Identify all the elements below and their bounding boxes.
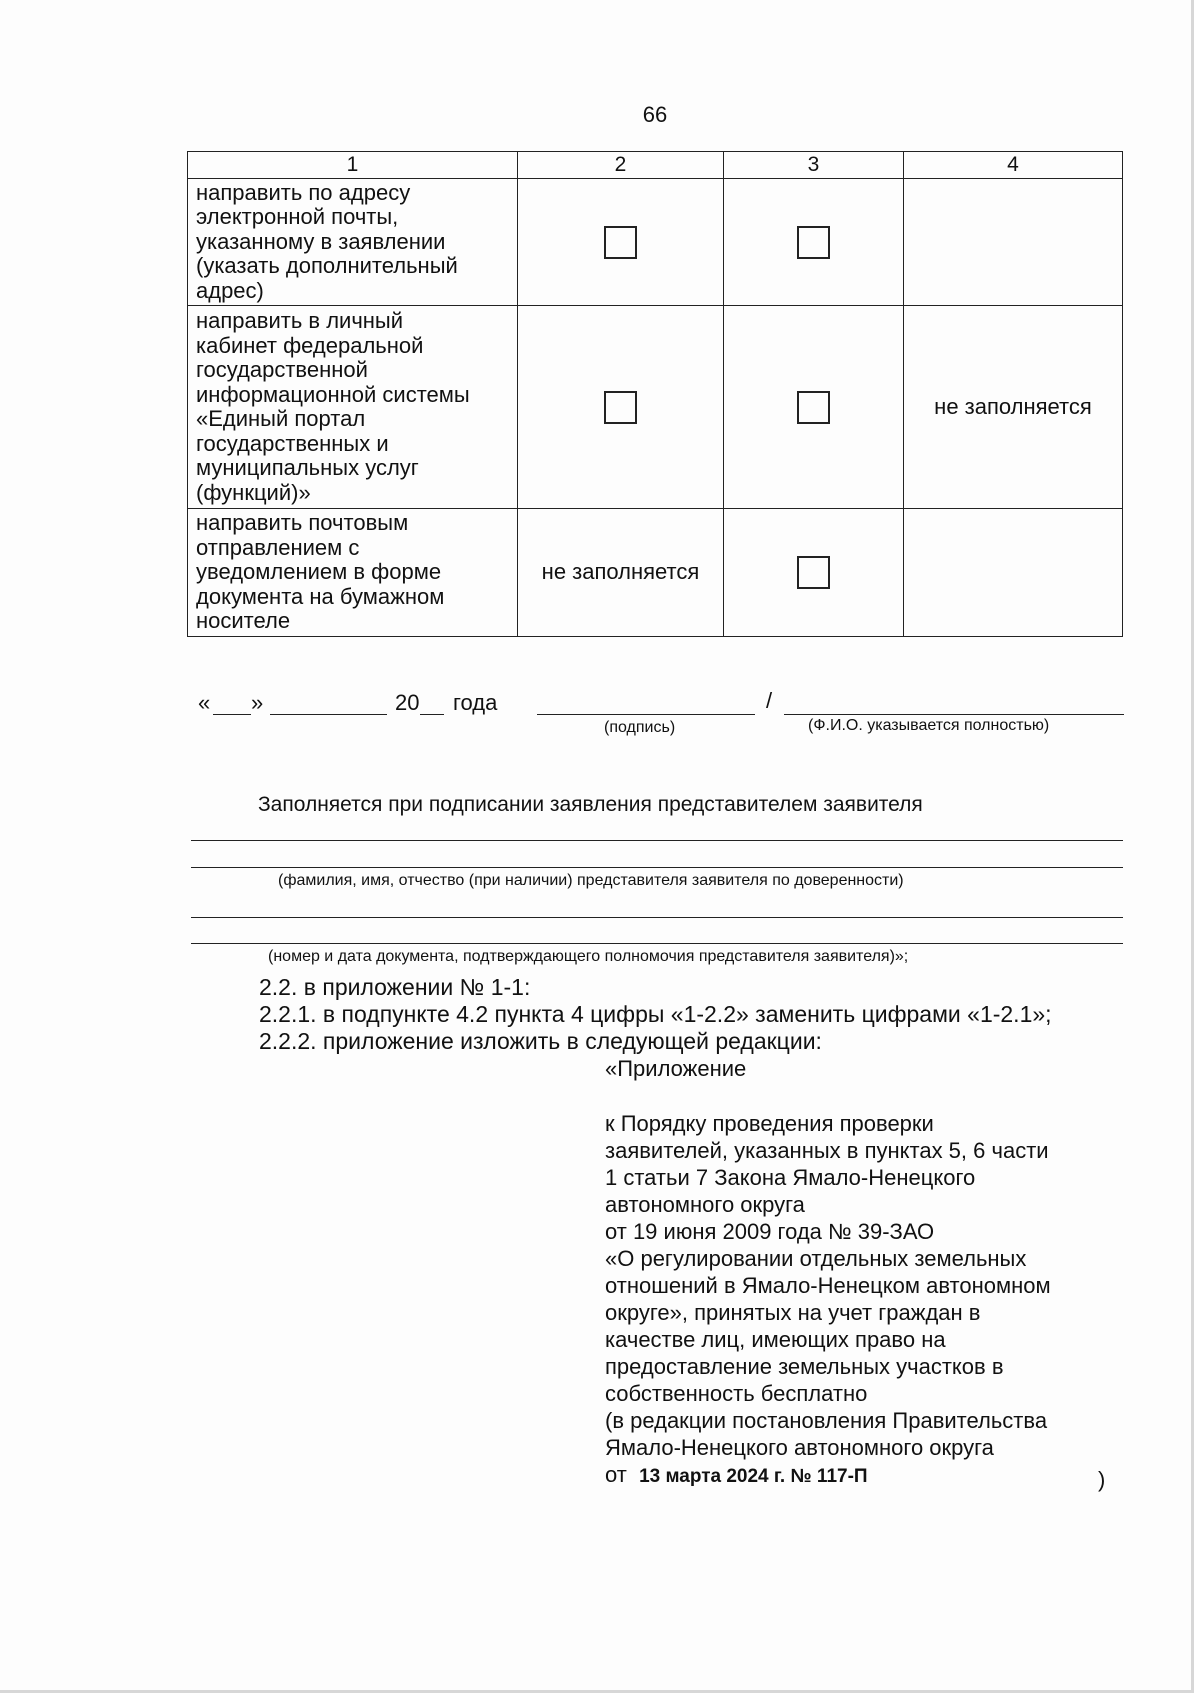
year-prefix: 20 (395, 690, 420, 715)
checkbox-email-col3[interactable] (797, 226, 830, 259)
month-blank[interactable] (270, 714, 387, 715)
cell-post-col3 (724, 509, 904, 637)
header-col-1: 1 (188, 152, 518, 179)
date-quote-open: « (198, 690, 211, 715)
cell-post-col4 (904, 509, 1123, 637)
row-label-email: направить по адресу электронной почты, указанному в заявлении (указать дополнительный адрес) (188, 179, 518, 306)
cell-portal-col3 (724, 306, 904, 509)
checkbox-portal-col2[interactable] (604, 391, 637, 424)
table-row (188, 306, 1123, 509)
decree-line (605, 1461, 1051, 1490)
appendix-text: к Порядку проведения проверки заявителей, указанных в пунктах 5, 6 части 1 статьи 7 Закона Ямало-Ненецкого автономного округа от 19 июня 2009 года № 39-ЗАО «О регулировании отдельных земельных отношений в Ямало-Ненецком автономном округе», принятых на учет граждан в качестве лиц, имеющих право на предоставление земельных участков в собственность бесплатно (в редакции постановления Правительства Ямало-Ненецкого автономного округа от 13 марта 2024 г. № 117-П (605, 1110, 1051, 1490)
header-col-3: 3 (724, 152, 904, 179)
cell-portal-col4: не заполняется (904, 306, 1123, 509)
representative-line-1[interactable] (191, 840, 1123, 841)
row-label-post: направить почтовым отправлением с уведомлением в форме документа на бумажном носителе (188, 509, 518, 637)
representative-line-2[interactable] (191, 867, 1123, 868)
representative-doc-caption: (номер и дата документа, подтверждающего полномочия представителя заявителя)»; (268, 948, 909, 965)
row-label-portal: направить в личный кабинет федеральной государственной информационной системы «Единый портал государственных и муниципальных услуг (функций)» (188, 306, 518, 509)
decree-number: 13 марта 2024 г. № 117-П (639, 1466, 868, 1487)
decree-from: от (605, 1462, 627, 1487)
signature-blank[interactable] (537, 714, 755, 715)
year-blank[interactable] (420, 714, 444, 715)
header-col-4: 4 (904, 152, 1123, 179)
date-quote-close: » (251, 690, 264, 715)
table-header-row (188, 152, 1123, 179)
checkbox-post-col3[interactable] (797, 556, 830, 589)
body-line-2-2-2: 2.2.2. приложение изложить в следующей редакции: (259, 1028, 822, 1054)
cell-email-col2 (518, 179, 724, 306)
representative-line-4[interactable] (191, 943, 1123, 944)
fio-caption: (Ф.И.О. указывается полностью) (808, 717, 1050, 734)
page-number: 66 (642, 102, 668, 127)
representative-name-caption: (фамилия, имя, отчество (при наличии) представителя заявителя по доверенности) (278, 872, 904, 889)
header-col-2: 2 (518, 152, 724, 179)
delivery-method-table (187, 151, 1123, 637)
fio-blank[interactable] (784, 714, 1124, 715)
cell-email-col3 (724, 179, 904, 306)
checkbox-portal-col3[interactable] (797, 391, 830, 424)
closing-parenthesis: ) (1098, 1467, 1106, 1492)
signature-caption: (подпись) (604, 719, 676, 736)
checkbox-email-col2[interactable] (604, 226, 637, 259)
cell-post-col2: не заполняется (518, 509, 724, 637)
representative-line-3[interactable] (191, 917, 1123, 918)
representative-title: Заполняется при подписании заявления представителем заявителя (258, 793, 923, 816)
body-line-2-2-1: 2.2.1. в подпункте 4.2 пункта 4 цифры «1-2.2» заменить цифрами «1-2.1»; (259, 1001, 1052, 1027)
table-row (188, 179, 1123, 306)
body-line-2-2: 2.2. в приложении № 1-1: (259, 974, 531, 1000)
year-suffix: года (453, 690, 498, 715)
appendix-title: «Приложение (605, 1056, 747, 1081)
table-row (188, 509, 1123, 637)
cell-portal-col2 (518, 306, 724, 509)
cell-email-col4 (904, 179, 1123, 306)
day-blank[interactable] (213, 714, 251, 715)
signature-slash: / (766, 688, 773, 713)
